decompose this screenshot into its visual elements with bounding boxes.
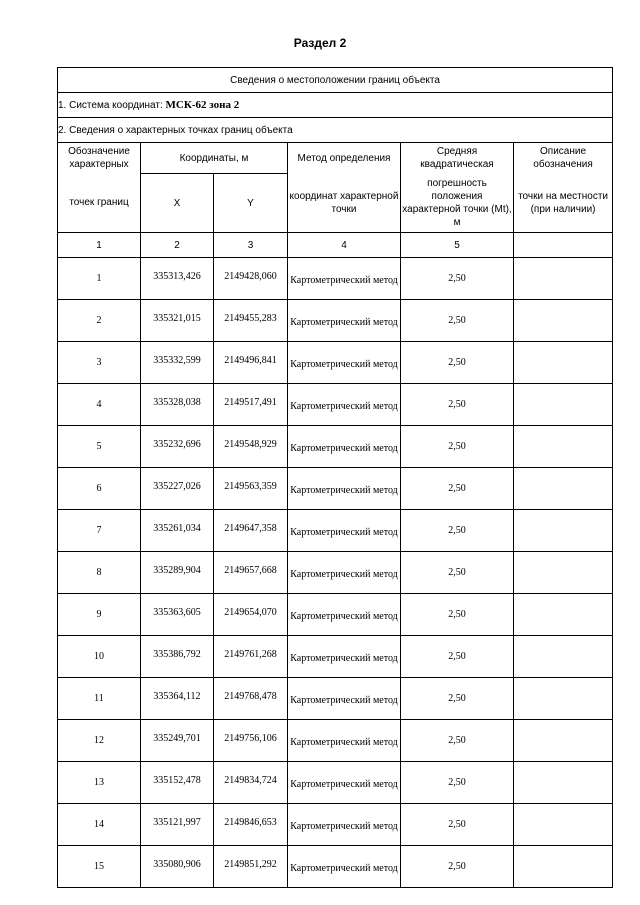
points-section-label: 2. Сведения о характерных точках границ объекта [58,118,613,143]
error-cell: 2,50 [401,678,514,720]
error-cell: 2,50 [401,804,514,846]
table-row [58,510,613,552]
column-number [514,233,613,258]
x-coordinate-cell: 335232,696 [141,426,214,468]
method-cell: Картометрический метод [288,762,401,804]
x-coordinate-cell: 335227,026 [141,468,214,510]
description-cell [514,846,613,888]
method-cell: Картометрический метод [288,678,401,720]
method-cell: Картометрический метод [288,468,401,510]
y-coordinate-cell: 2149756,106 [214,720,288,762]
y-coordinate-cell: 2149851,292 [214,846,288,888]
x-coordinate-cell: 335313,426 [141,258,214,300]
point-number-cell: 6 [58,468,141,510]
x-coordinate-cell: 335332,599 [141,342,214,384]
table-row [58,720,613,762]
method-cell: Картометрический метод [288,342,401,384]
section-title: Раздел 2 [293,36,347,50]
point-number-cell: 11 [58,678,141,720]
y-coordinate-cell: 2149548,929 [214,426,288,468]
point-number-cell: 10 [58,636,141,678]
error-cell: 2,50 [401,594,514,636]
coord-system-label: 1. Система координат: [58,100,163,111]
table-row [58,300,613,342]
header-y: Y [214,174,288,233]
header-point-bottom: точек границ [58,174,141,233]
x-coordinate-cell: 335249,701 [141,720,214,762]
column-number: 5 [401,233,514,258]
error-cell: 2,50 [401,552,514,594]
header-method-top: Метод определения [288,143,401,174]
description-cell [514,468,613,510]
method-cell: Картометрический метод [288,426,401,468]
header-error-top: Средняя квадратическая [401,143,514,174]
x-coordinate-cell: 335328,038 [141,384,214,426]
table-row [58,804,613,846]
header-point-top: Обозначение характерных [58,143,141,174]
description-cell [514,552,613,594]
point-number-cell: 15 [58,846,141,888]
method-cell: Картометрический метод [288,594,401,636]
point-number-cell: 4 [58,384,141,426]
error-cell: 2,50 [401,300,514,342]
header-desc-top: Описание обозначения [514,143,613,174]
error-cell: 2,50 [401,636,514,678]
method-cell: Картометрический метод [288,510,401,552]
description-cell [514,510,613,552]
error-cell: 2,50 [401,258,514,300]
header-x: X [141,174,214,233]
description-cell [514,762,613,804]
y-coordinate-cell: 2149517,491 [214,384,288,426]
table-row [58,258,613,300]
method-cell: Картометрический метод [288,552,401,594]
point-number-cell: 5 [58,426,141,468]
y-coordinate-cell: 2149496,841 [214,342,288,384]
table-title: Сведения о местоположении границ объекта [58,68,613,93]
point-number-cell: 12 [58,720,141,762]
description-cell [514,426,613,468]
x-coordinate-cell: 335080,906 [141,846,214,888]
method-cell: Картометрический метод [288,300,401,342]
error-cell: 2,50 [401,426,514,468]
table-row [58,636,613,678]
point-number-cell: 2 [58,300,141,342]
point-number-cell: 8 [58,552,141,594]
x-coordinate-cell: 335152,478 [141,762,214,804]
table-row [58,384,613,426]
table-row [58,846,613,888]
y-coordinate-cell: 2149761,268 [214,636,288,678]
column-number: 1 [58,233,141,258]
header-error-bottom: погрешность положения характерной точки (Mt), м [401,174,514,233]
description-cell [514,636,613,678]
point-number-cell: 14 [58,804,141,846]
method-cell: Картометрический метод [288,720,401,762]
error-cell: 2,50 [401,510,514,552]
y-coordinate-cell: 2149657,668 [214,552,288,594]
table-row [58,762,613,804]
description-cell [514,678,613,720]
coord-system-row [58,93,613,118]
description-cell [514,594,613,636]
x-coordinate-cell: 335386,792 [141,636,214,678]
method-cell: Картометрический метод [288,384,401,426]
x-coordinate-cell: 335121,997 [141,804,214,846]
header-method-bottom: координат характерной точки [288,174,401,233]
y-coordinate-cell: 2149455,283 [214,300,288,342]
y-coordinate-cell: 2149428,060 [214,258,288,300]
x-coordinate-cell: 335321,015 [141,300,214,342]
table-row [58,342,613,384]
description-cell [514,384,613,426]
error-cell: 2,50 [401,342,514,384]
y-coordinate-cell: 2149563,359 [214,468,288,510]
coord-system-value: МСК-62 зона 2 [165,99,240,111]
description-cell [514,258,613,300]
header-coords: Координаты, м [141,143,288,174]
boundary-points-table [57,67,613,888]
point-number-cell: 7 [58,510,141,552]
column-number: 2 [141,233,214,258]
description-cell [514,804,613,846]
description-cell [514,720,613,762]
y-coordinate-cell: 2149768,478 [214,678,288,720]
point-number-cell: 3 [58,342,141,384]
error-cell: 2,50 [401,720,514,762]
error-cell: 2,50 [401,468,514,510]
column-number: 4 [288,233,401,258]
error-cell: 2,50 [401,846,514,888]
table-row [58,468,613,510]
y-coordinate-cell: 2149654,070 [214,594,288,636]
method-cell: Картометрический метод [288,258,401,300]
table-row [58,426,613,468]
x-coordinate-cell: 335363,605 [141,594,214,636]
description-cell [514,300,613,342]
y-coordinate-cell: 2149846,653 [214,804,288,846]
x-coordinate-cell: 335289,904 [141,552,214,594]
table-row [58,678,613,720]
y-coordinate-cell: 2149834,724 [214,762,288,804]
header-desc-bottom: точки на местности (при наличии) [514,174,613,233]
column-number: 3 [214,233,288,258]
point-number-cell: 1 [58,258,141,300]
point-number-cell: 9 [58,594,141,636]
error-cell: 2,50 [401,384,514,426]
table-row [58,594,613,636]
x-coordinate-cell: 335261,034 [141,510,214,552]
point-number-cell: 13 [58,762,141,804]
method-cell: Картометрический метод [288,804,401,846]
description-cell [514,342,613,384]
method-cell: Картометрический метод [288,636,401,678]
method-cell: Картометрический метод [288,846,401,888]
y-coordinate-cell: 2149647,358 [214,510,288,552]
error-cell: 2,50 [401,762,514,804]
table-row [58,552,613,594]
x-coordinate-cell: 335364,112 [141,678,214,720]
